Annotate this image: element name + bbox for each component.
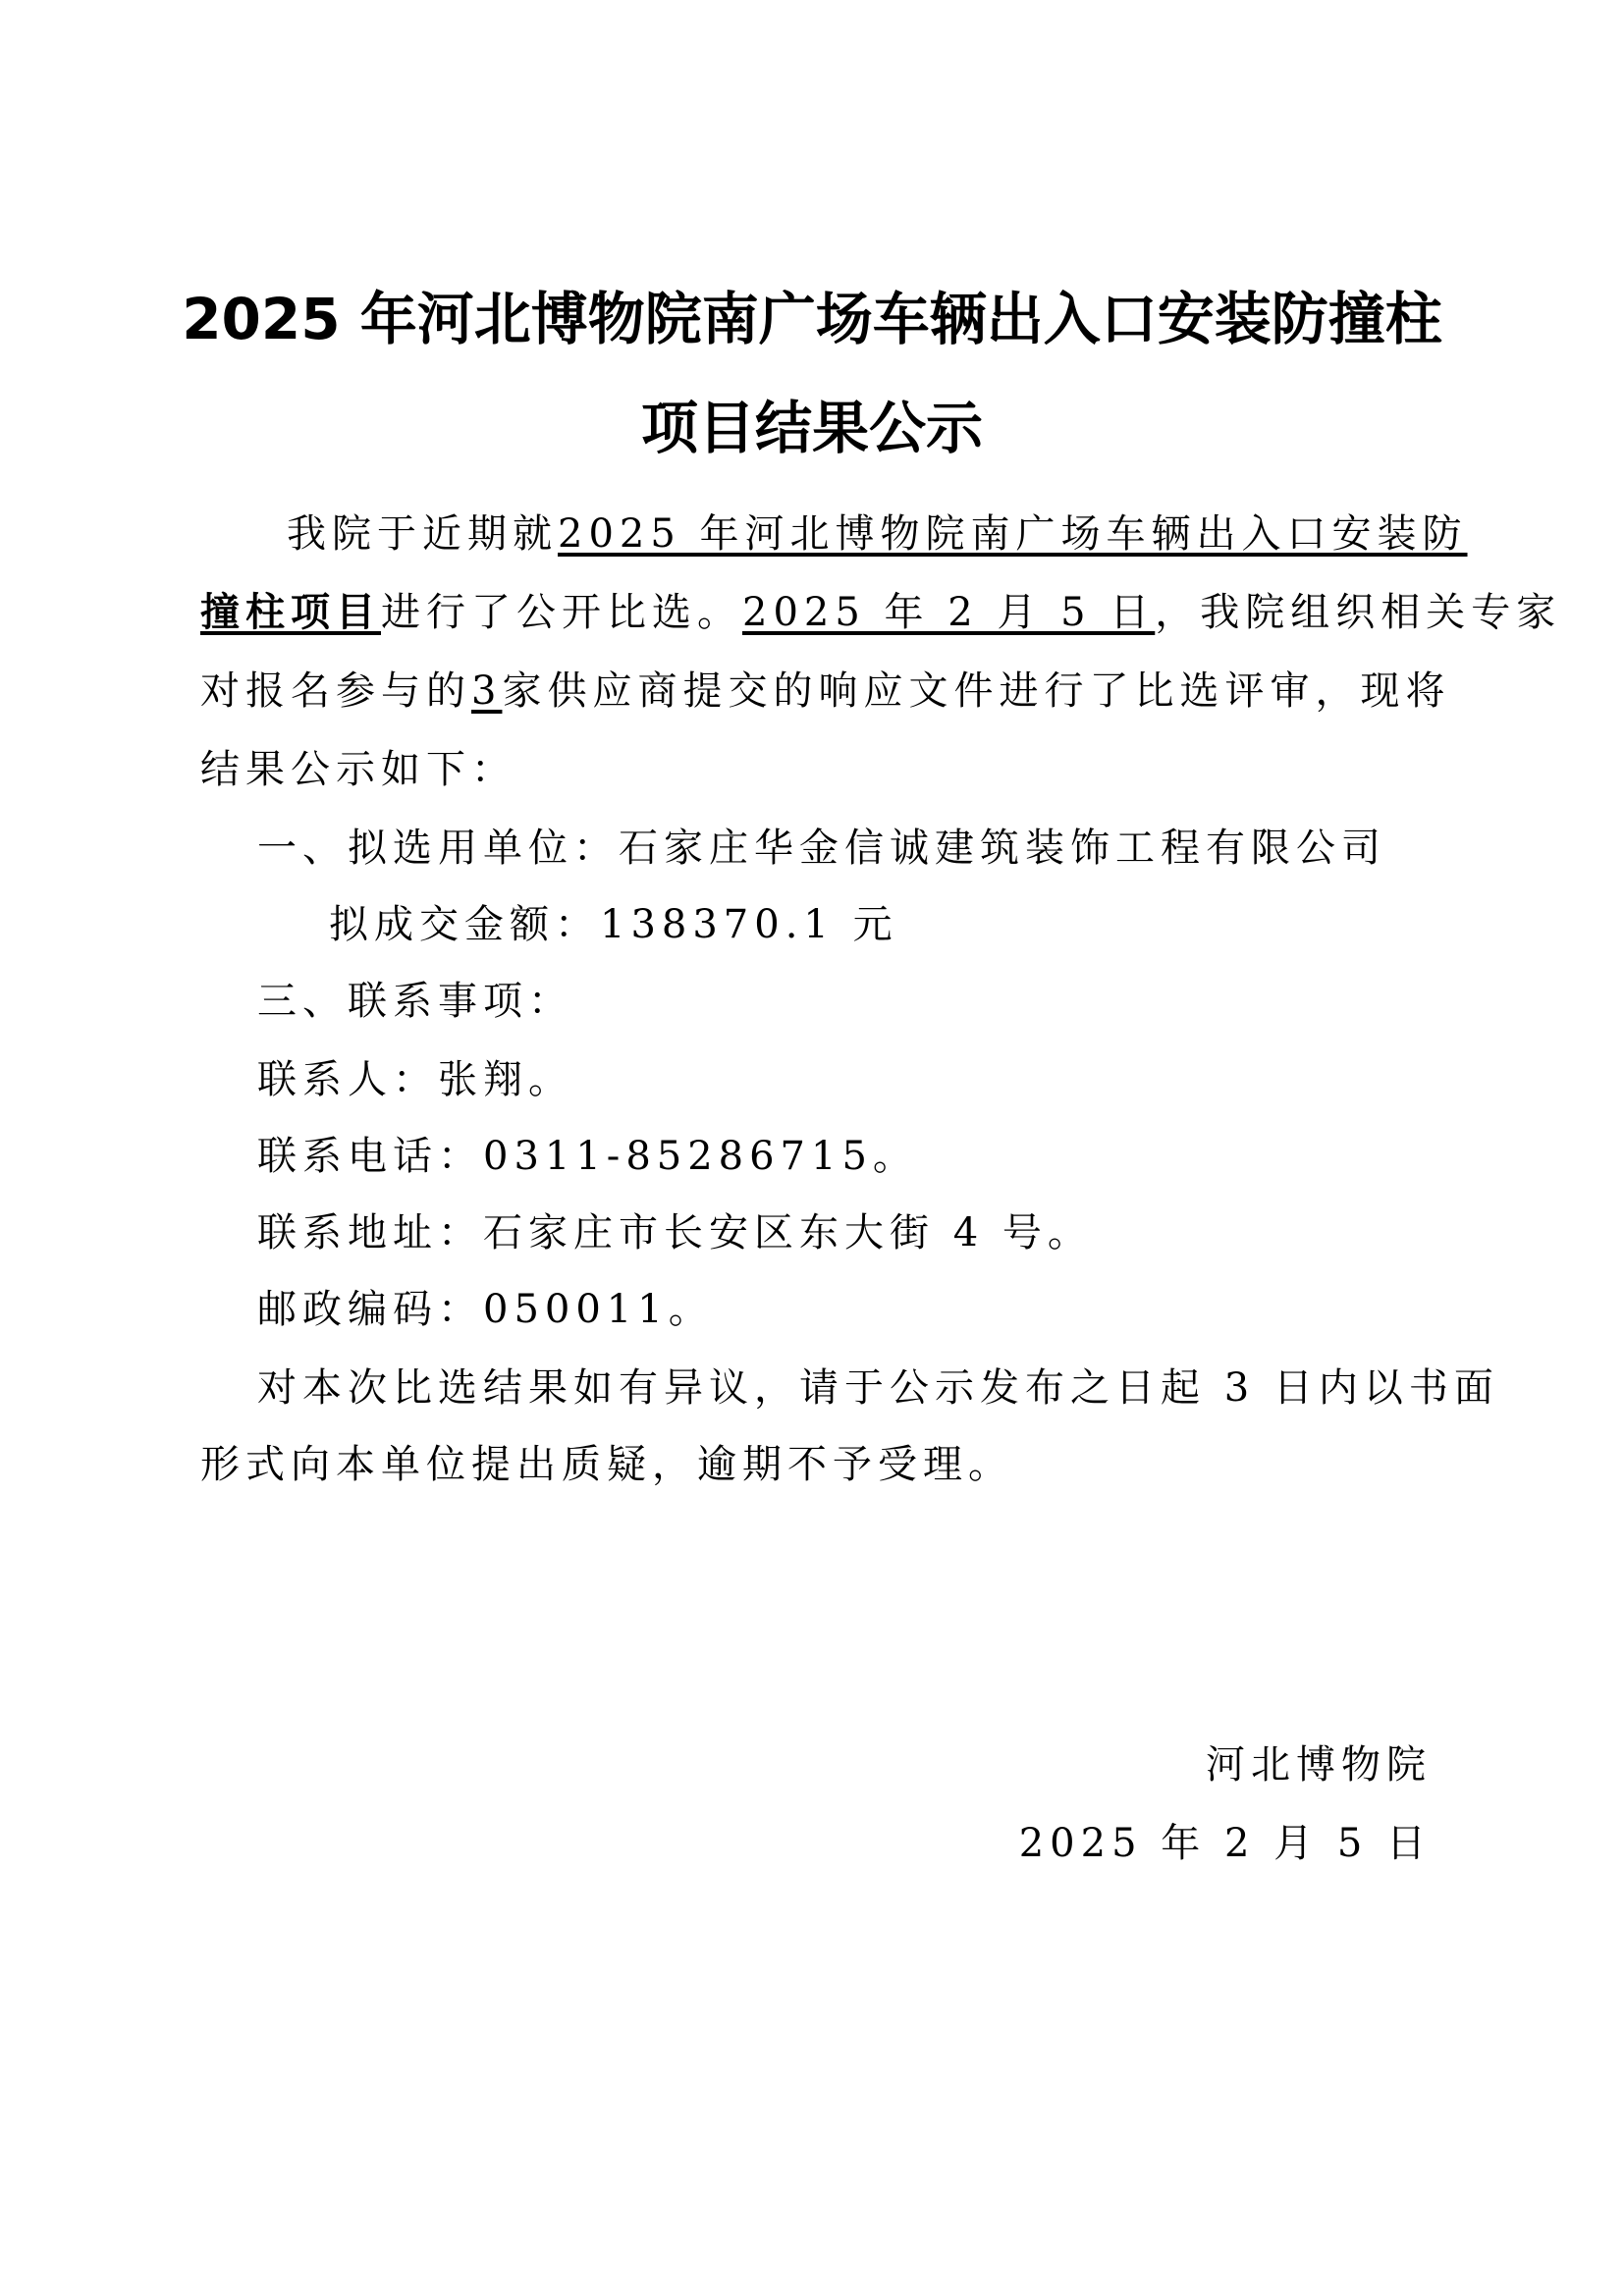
contact-phone-label: 联系电话：	[257, 1134, 483, 1179]
project-name-part2: 撞柱项目	[200, 589, 381, 635]
intro-line3-rest: 家供应商提交的响应文件进行了比选评审，现将	[502, 668, 1451, 714]
document-title-line1: 2025 年河北博物院南广场车辆出入口安装防撞柱	[182, 286, 1442, 352]
selected-unit-label: 一、拟选用单位：	[257, 826, 619, 871]
contact-section-heading: 三、联系事项：	[257, 979, 573, 1024]
intro-after-date: ，我院组织相关专家	[1155, 590, 1562, 635]
selected-unit	[257, 821, 1386, 876]
signature-date: 2025 年 2 月 5 日	[1018, 1821, 1432, 1866]
proposed-amount	[329, 897, 898, 952]
contact-address-label: 联系地址：	[257, 1210, 483, 1255]
intro-after-project: 进行了公开比选。	[381, 590, 742, 635]
intro-line3-lead: 对报名参与的	[200, 668, 471, 714]
contact-person-value: 张翔。	[438, 1057, 573, 1102]
intro-paragraph-line4: 结果公示如下：	[200, 747, 516, 792]
proposed-amount-value: 138370.1	[600, 902, 835, 947]
selected-unit-value: 石家庄华金信诚建筑装饰工程有限公司	[619, 826, 1386, 871]
intro-paragraph-line1	[287, 507, 1468, 561]
objection-notice-line2: 形式向本单位提出质疑，逾期不予受理。	[200, 1442, 1013, 1487]
contact-address	[257, 1205, 1093, 1260]
objection-notice-line1: 对本次比选结果如有异议，请于公示发布之日起 3 日内以书面	[257, 1365, 1499, 1411]
proposed-amount-unit: 元	[834, 902, 898, 947]
intro-date: 2025 年 2 月 5 日	[742, 590, 1156, 635]
supplier-count: 3	[471, 668, 503, 714]
project-name-part1: 2025 年河北博物院南广场车辆出入口安装防	[558, 511, 1468, 557]
contact-phone	[257, 1129, 918, 1184]
proposed-amount-label: 拟成交金额：	[329, 902, 600, 947]
postal-code	[257, 1282, 714, 1337]
intro-lead: 我院于近期就	[287, 511, 558, 557]
contact-person-label: 联系人：	[257, 1057, 438, 1102]
postal-code-value: 050011。	[483, 1287, 714, 1332]
contact-person	[257, 1052, 573, 1107]
contact-address-value: 石家庄市长安区东大街 4 号。	[483, 1210, 1093, 1255]
contact-phone-value: 0311-85286715。	[483, 1134, 918, 1179]
intro-paragraph-line3	[200, 664, 1450, 719]
document-title-line2: 项目结果公示	[640, 395, 983, 461]
intro-paragraph-line2	[200, 585, 1561, 640]
postal-code-label: 邮政编码：	[257, 1287, 483, 1332]
signature-organization: 河北博物院	[1206, 1742, 1432, 1788]
